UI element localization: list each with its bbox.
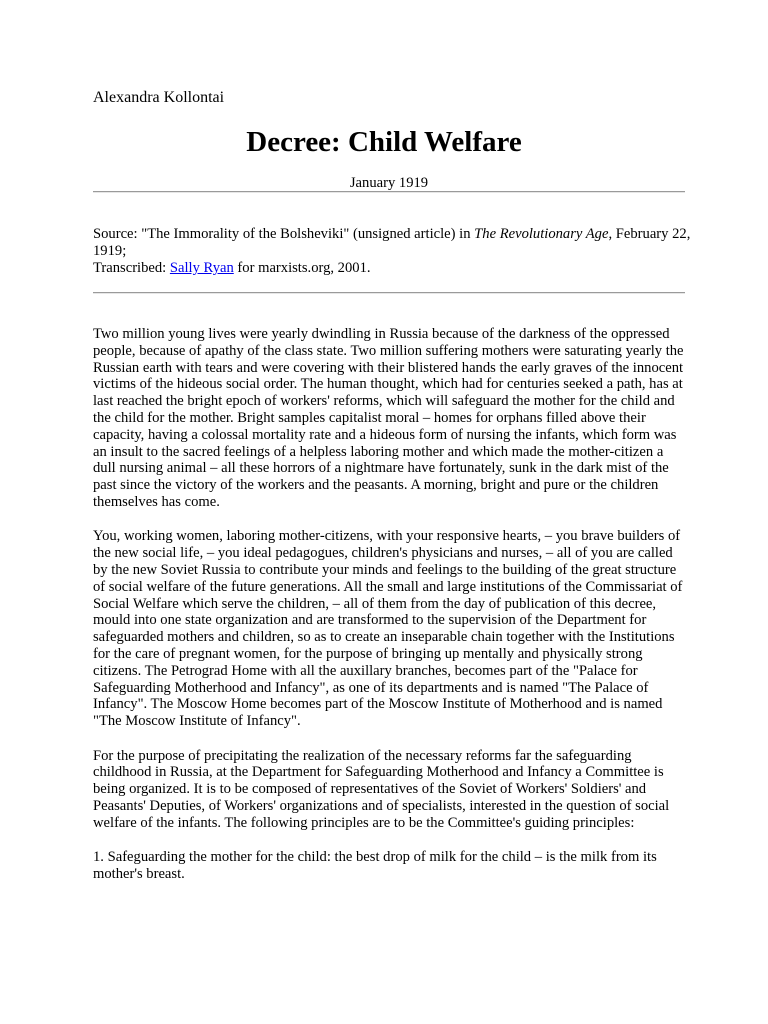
document-date: January 1919 — [349, 175, 429, 191]
paragraph: 1. Safeguarding the mother for the child: the best drop of milk for the child – is the milk from its mother's breast. — [93, 849, 657, 882]
paragraph: You, working women, laboring mother-citizens, with your responsive hearts, – you brave builders of the new social life, – you ideal pedagogues, children's physicians and nurses, – all of you are called by the new Soviet Russia to contribute your minds and feelings to the building of the great structure of social welfare of the future generations. All the small and large institutions of the Commissariat of Social Welfare which serve the children, – all of them from the day of publication of this decree, mould into one state organization and are transformed to the supervision of the Department for safeguarded mothers and children, so as to create an inseparable chain together with the Institutions for the care of pregnant women, for the purpose of bringing up mentally and physically strong citizens. The Petrograd Home with all the auxillary branches, becomes part of the "Palace for Safeguarding Motherhood and Infancy", as one of its departments and is named "The Palace of Infancy". The Moscow Home becomes part of the Moscow Institute of Motherhood and is named "The Moscow Institute of Infancy". — [93, 528, 683, 730]
author-name: Alexandra Kollontai — [93, 89, 225, 106]
horizontal-rule-bottom — [93, 292, 685, 294]
source-text: "The Immorality of the Bolsheviki" (unsigned article) in — [141, 226, 471, 242]
transcribed-label: Transcribed: — [93, 260, 167, 276]
transcribed-text: for marxists.org, 2001. — [237, 260, 371, 276]
source-info — [93, 226, 693, 277]
source-date: , February 22, 1919; — [93, 226, 691, 259]
page-title: Decree: Child Welfare — [246, 126, 522, 158]
paragraph: Two million young lives were yearly dwindling in Russia because of the darkness of the oppressed people, because of apathy of the class state. Two million suffering mothers were saturating yearly the Russian earth with tears and were covering with their blistered hands the early graves of the innocent victims of the hideous social order. The human thought, which had for centuries seeked a path, has at last reached the bright epoch of workers' reforms, which will safeguard the mother for the child and the child for the mother. Bright samples capitalist moral – homes for orphans filled above their capacity, having a colossal mortality rate and a hideous form of nursing the infants, which form was an insult to the sacred feelings of a helpless laboring mother and which made the mother-citizen a dull nursing animal – all these horrors of a nightmare have fortunately, sunk in the dark mist of the past since the victory of the workers and the peasants. A morning, bright and pure or the children themselves has come. — [93, 326, 684, 510]
source-label: Source: — [93, 226, 138, 242]
article-body — [93, 326, 688, 900]
paragraph: For the purpose of precipitating the realization of the necessary reforms far the safeguarding childhood in Russia, at the Department for Safeguarding Motherhood and Infancy a Committee is being organized. It is to be composed of representatives of the Soviet of Workers' Soldiers' and Peasants' Deputies, of Workers' organizations and of specialists, interested in the question of social welfare of the infants. The following principles are to be the Committee's guiding principles: — [93, 747, 670, 831]
horizontal-rule-top — [93, 191, 685, 193]
transcriber-link[interactable]: Sally Ryan — [169, 260, 234, 276]
publication-title: The Revolutionary Age — [474, 226, 609, 242]
